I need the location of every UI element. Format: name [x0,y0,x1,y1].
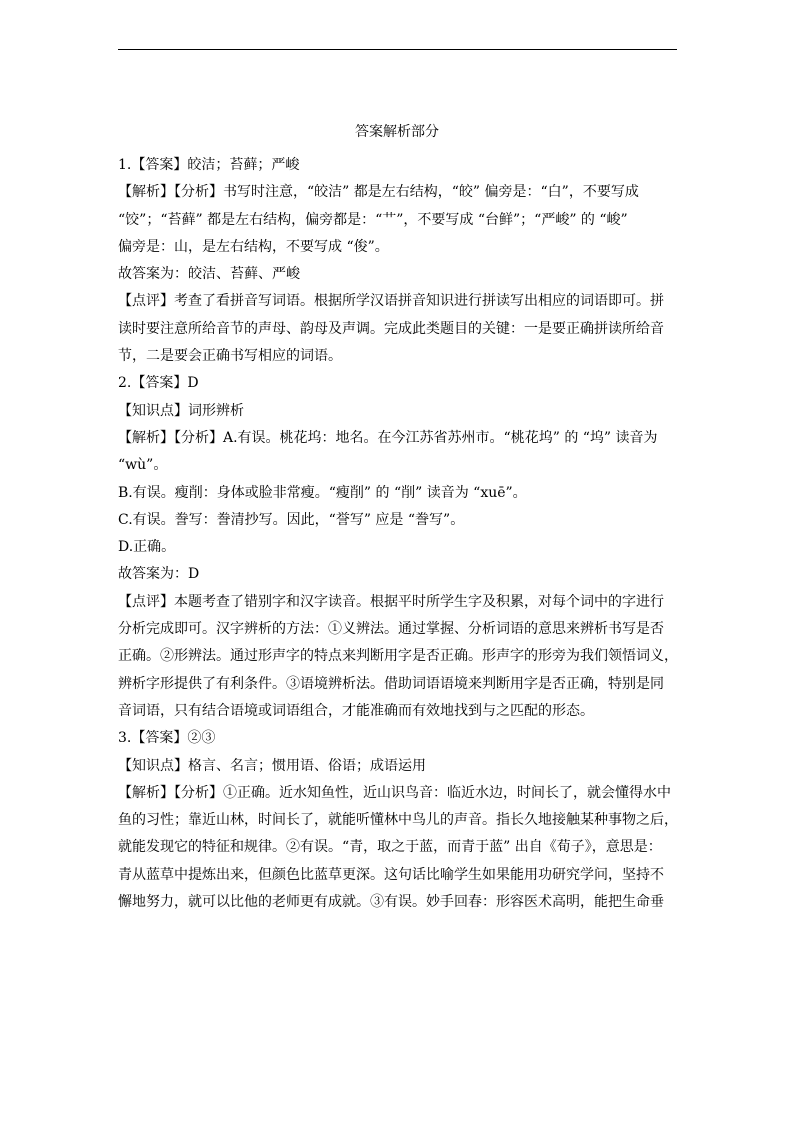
text-line: 辨析字形提供了有利条件。③语境辨析法。借助词语语境来判断用字是否正确，特别是同 [118,675,664,692]
text-line: 分析完成即可。汉字辨析的方法：①义辨法。通过掌握、分析词语的意思来辨析书写是否 [118,621,664,638]
text-line: “wù”。 [118,457,168,474]
text-line: 【解析】【分析】A.有误。桃花坞：地名。在今江苏省苏州市。“桃花坞” 的 “坞” 读音为 [118,429,658,446]
text-line: 【点评】考查了看拼音写词语。根据所学汉语拼音知识进行拼读写出相应的词语即可。拼 [118,293,664,310]
text-line: 鱼的习性；靠近山林，时间长了，就能听懂林中鸟儿的声音。指长久地接触某种事物之后， [118,812,678,829]
text-line: 【知识点】格言、名言；惯用语、俗语；成语运用 [118,757,426,774]
text-line: 偏旁是：山，是左右结构，不要写成 “俊”。 [118,238,389,255]
text-line: “饺”；“苔藓” 都是左右结构，偏旁都是：“艹”，不要写成 “台鲜”；“严峻” 的 “峻” [118,211,628,228]
text-line: 3.【答案】②③ [118,730,216,747]
text-line: 正确。②形辨法。通过形声字的特点来判断用字是否正确。形声字的形旁为我们领悟词义， [118,648,678,665]
text-line: B.有误。瘦削：身体或脸非常瘦。“瘦削” 的 “削” 读音为 “xuē”。 [118,484,527,501]
page-title: 答案解析部分 [355,124,439,140]
text-line: 故答案为：D [118,566,200,583]
text-line: D.正确。 [118,539,176,556]
text-line: 【解析】【分析】①正确。近水知鱼性，近山识鸟音：临近水边，时间长了，就会懂得水中 [118,784,671,801]
text-line: 【点评】本题考查了错别字和汉字读音。根据平时所学生字及积累，对每个词中的字进行 [118,593,664,610]
text-line: 懈地努力，就可以比他的老师更有成就。③有误。妙手回春：形容医术高明，能把生命垂 [118,894,664,911]
text-line: C.有误。誊写：誊清抄写。因此，“誉写” 应是 “誊写”。 [118,511,465,528]
text-line: 节，二是要会正确书写相应的词语。 [118,348,342,365]
text-line: 青从蓝草中提炼出来，但颜色比蓝草更深。这句话比喻学生如果能用功研究学问，坚持不 [118,866,664,883]
document-body [118,152,678,916]
text-line: 就能发现它的特征和规律。②有误。“青，取之于蓝，而青于蓝” 出自《荀子》，意思是： [118,839,662,856]
text-line: 音词语，只有结合语境或词语组合，才能准确而有效地找到与之匹配的形态。 [118,702,594,719]
text-line: 1.【答案】皎洁；苔藓；严峻 [118,157,300,173]
text-line: 2.【答案】D [118,375,199,392]
text-line: 【解析】【分析】书写时注意，“皎洁” 都是左右结构，“皎” 偏旁是：“白”，不要写成 [118,184,639,201]
text-line: 故答案为：皎洁、苔藓、严峻 [118,266,300,283]
header-rule [118,49,677,50]
text-line: 读时要注意所给音节的声母、韵母及声调。完成此类题目的关键：一是要正确拼读所给音 [118,320,664,337]
text-line: 【知识点】词形辨析 [118,402,244,419]
